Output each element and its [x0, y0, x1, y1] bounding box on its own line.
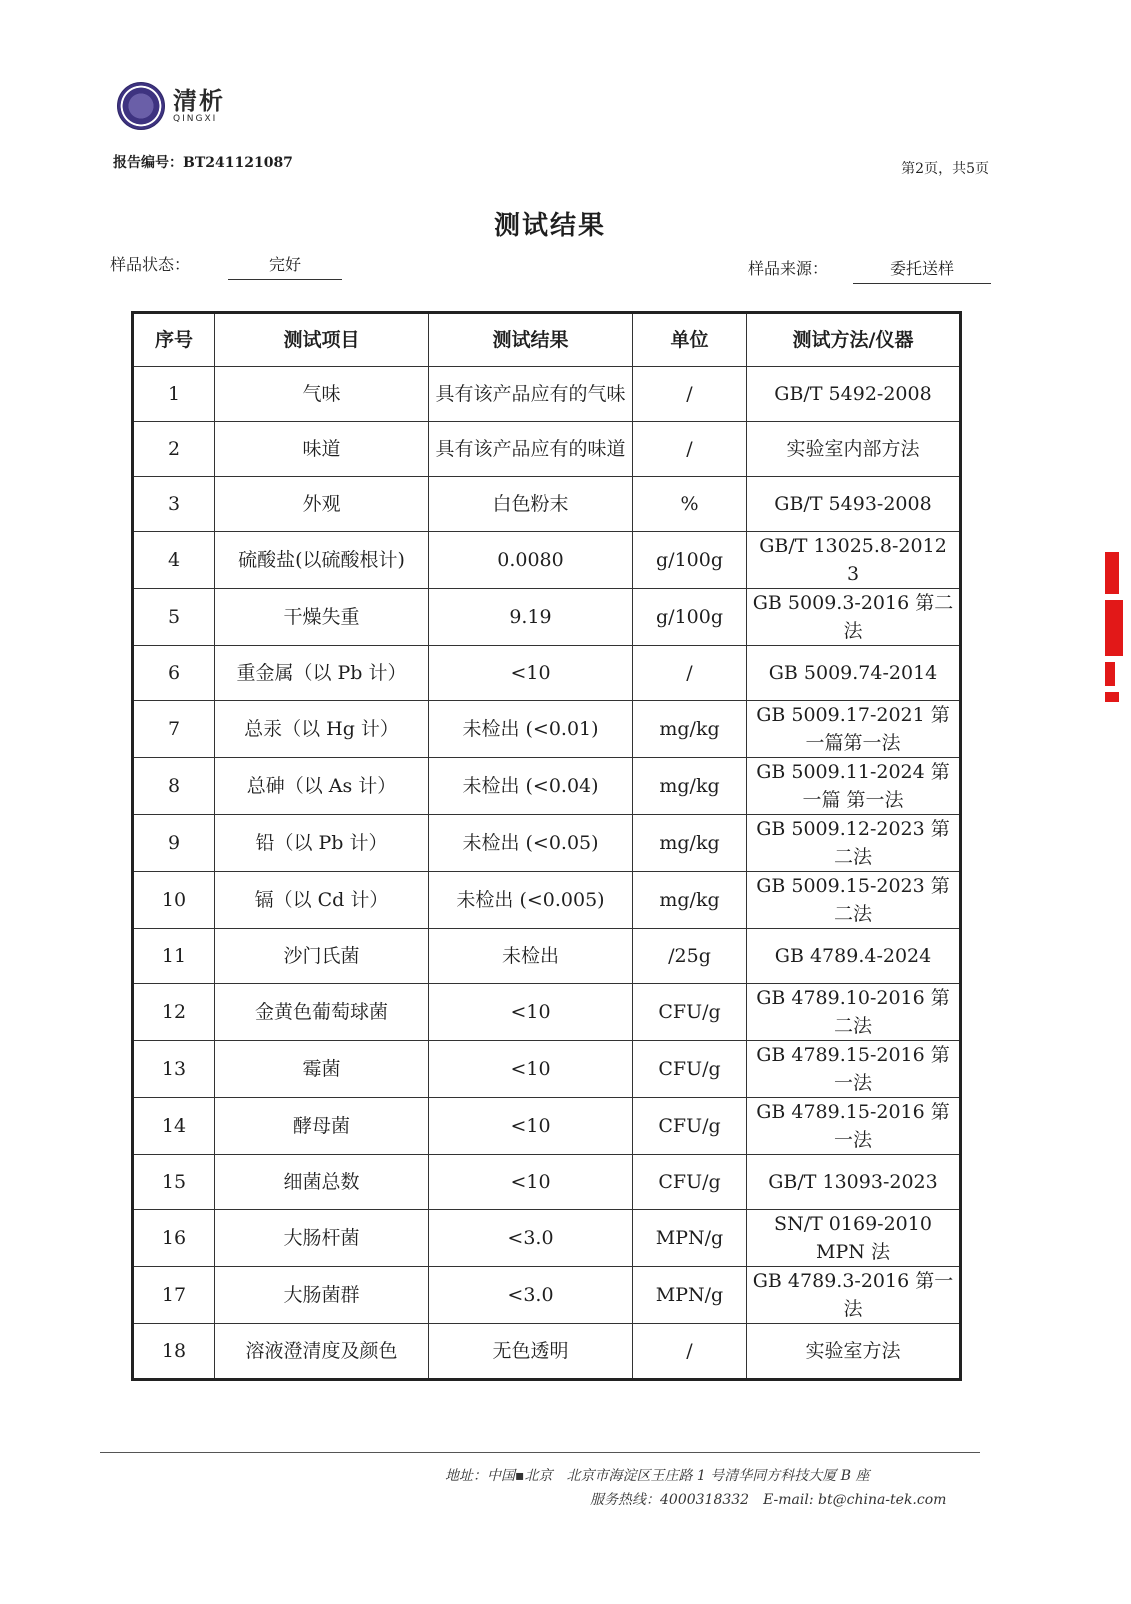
cell-test-item: 酵母菌	[215, 1098, 429, 1155]
cell-method: GB 5009.12-2023 第二法	[747, 815, 961, 872]
col-header-item: 测试项目	[215, 313, 429, 367]
table-row	[133, 1210, 961, 1267]
cell-method: 实验室内部方法	[747, 422, 961, 477]
cell-unit: MPN/g	[633, 1210, 747, 1267]
cell-index: 18	[133, 1324, 215, 1380]
table-row	[133, 1267, 961, 1324]
cell-unit: CFU/g	[633, 1155, 747, 1210]
cell-result: <10	[429, 1098, 633, 1155]
cell-index: 3	[133, 477, 215, 532]
cell-index: 17	[133, 1267, 215, 1324]
cell-result: <10	[429, 984, 633, 1041]
cell-result: 未检出 (<0.04)	[429, 758, 633, 815]
cell-test-item: 重金属（以 Pb 计）	[215, 646, 429, 701]
table-row	[133, 477, 961, 532]
cell-method: GB 5009.11-2024 第一篇 第一法	[747, 758, 961, 815]
cell-unit: g/100g	[633, 589, 747, 646]
cell-index: 9	[133, 815, 215, 872]
cell-index: 13	[133, 1041, 215, 1098]
cell-result: 未检出 (<0.01)	[429, 701, 633, 758]
cell-method: GB 4789.10-2016 第二法	[747, 984, 961, 1041]
cell-test-item: 细菌总数	[215, 1155, 429, 1210]
table-row	[133, 589, 961, 646]
table-row	[133, 1041, 961, 1098]
cell-result: 白色粉末	[429, 477, 633, 532]
cell-result: <3.0	[429, 1210, 633, 1267]
col-header-result: 测试结果	[429, 313, 633, 367]
cell-method: GB 5009.15-2023 第二法	[747, 872, 961, 929]
cell-test-item: 味道	[215, 422, 429, 477]
cell-result: 具有该产品应有的味道	[429, 422, 633, 477]
logo-english-name: QINGXI	[173, 113, 218, 124]
cell-result: 未检出	[429, 929, 633, 984]
cell-index: 5	[133, 589, 215, 646]
table-row	[133, 872, 961, 929]
sample-status-label: 样品状态：	[110, 255, 191, 274]
cell-test-item: 溶液澄清度及颜色	[215, 1324, 429, 1380]
logo-chinese-name: 清析	[173, 86, 225, 115]
cell-test-item: 大肠菌群	[215, 1267, 429, 1324]
report-number-label: 报告编号：	[113, 155, 183, 171]
cell-method: GB 4789.4-2024	[747, 929, 961, 984]
cell-result: <10	[429, 1041, 633, 1098]
footer-divider	[100, 1452, 980, 1453]
cell-test-item: 外观	[215, 477, 429, 532]
col-header-index: 序号	[133, 313, 215, 367]
cell-index: 8	[133, 758, 215, 815]
table-row	[133, 701, 961, 758]
cell-method: GB 4789.15-2016 第一法	[747, 1041, 961, 1098]
cell-result: 具有该产品应有的气味	[429, 367, 633, 422]
cell-index: 1	[133, 367, 215, 422]
table-row	[133, 984, 961, 1041]
cell-index: 2	[133, 422, 215, 477]
cell-result: <10	[429, 646, 633, 701]
cell-unit: /	[633, 1324, 747, 1380]
cell-index: 11	[133, 929, 215, 984]
cell-result: 0.0080	[429, 532, 633, 589]
footer-address: 地址：中国▪北京 北京市海淀区王庄路 1 号清华同方科技大厦 B 座	[445, 1468, 870, 1484]
cell-index: 4	[133, 532, 215, 589]
cell-method: 实验室方法	[747, 1324, 961, 1380]
cell-test-item: 大肠杆菌	[215, 1210, 429, 1267]
table-row	[133, 1098, 961, 1155]
cell-result: 无色透明	[429, 1324, 633, 1380]
cell-result: <10	[429, 1155, 633, 1210]
cell-test-item: 干燥失重	[215, 589, 429, 646]
cell-index: 16	[133, 1210, 215, 1267]
page-indicator: 第2页，共5页	[901, 161, 989, 177]
cell-unit: CFU/g	[633, 984, 747, 1041]
cell-index: 6	[133, 646, 215, 701]
seal-icon	[117, 82, 165, 130]
red-stamp-fragment	[1105, 552, 1125, 708]
cell-index: 10	[133, 872, 215, 929]
cell-method: GB/T 5492-2008	[747, 367, 961, 422]
report-number	[113, 152, 293, 172]
cell-unit: mg/kg	[633, 758, 747, 815]
cell-unit: CFU/g	[633, 1098, 747, 1155]
cell-unit: g/100g	[633, 532, 747, 589]
cell-test-item: 镉（以 Cd 计）	[215, 872, 429, 929]
cell-test-item: 总砷（以 As 计）	[215, 758, 429, 815]
cell-method: GB/T 5493-2008	[747, 477, 961, 532]
col-header-unit: 单位	[633, 313, 747, 367]
cell-unit: /	[633, 367, 747, 422]
table-row	[133, 367, 961, 422]
results-table	[131, 311, 962, 1381]
cell-index: 7	[133, 701, 215, 758]
cell-test-item: 沙门氏菌	[215, 929, 429, 984]
cell-test-item: 铅（以 Pb 计）	[215, 815, 429, 872]
cell-test-item: 气味	[215, 367, 429, 422]
table-row	[133, 422, 961, 477]
cell-result: 9.19	[429, 589, 633, 646]
cell-method: GB 4789.15-2016 第一法	[747, 1098, 961, 1155]
cell-unit: /	[633, 422, 747, 477]
cell-unit: MPN/g	[633, 1267, 747, 1324]
page-title: 测试结果	[493, 211, 606, 241]
cell-unit: /	[633, 646, 747, 701]
company-logo	[117, 82, 225, 130]
table-row	[133, 532, 961, 589]
cell-index: 12	[133, 984, 215, 1041]
cell-method: GB 5009.3-2016 第二法	[747, 589, 961, 646]
cell-method: GB/T 13093-2023	[747, 1155, 961, 1210]
cell-unit: /25g	[633, 929, 747, 984]
cell-result: <3.0	[429, 1267, 633, 1324]
cell-unit: mg/kg	[633, 872, 747, 929]
cell-method: GB 5009.17-2021 第一篇第一法	[747, 701, 961, 758]
cell-method: GB 4789.3-2016 第一法	[747, 1267, 961, 1324]
cell-unit: mg/kg	[633, 815, 747, 872]
sample-source-label: 样品来源：	[748, 259, 829, 278]
cell-index: 14	[133, 1098, 215, 1155]
table-row	[133, 1324, 961, 1380]
col-header-method: 测试方法/仪器	[747, 313, 961, 367]
table-row	[133, 758, 961, 815]
cell-method: SN/T 0169-2010 MPN 法	[747, 1210, 961, 1267]
cell-test-item: 硫酸盐(以硫酸根计)	[215, 532, 429, 589]
cell-method: GB/T 13025.8-2012 3	[747, 532, 961, 589]
cell-result: 未检出 (<0.05)	[429, 815, 633, 872]
cell-method: GB 5009.74-2014	[747, 646, 961, 701]
cell-unit: CFU/g	[633, 1041, 747, 1098]
table-row	[133, 646, 961, 701]
cell-test-item: 霉菌	[215, 1041, 429, 1098]
sample-source-value: 委托送样	[853, 256, 991, 284]
report-number-value: BT241121087	[183, 155, 293, 171]
table-header-row	[133, 313, 961, 367]
table-row	[133, 1155, 961, 1210]
cell-test-item: 金黄色葡萄球菌	[215, 984, 429, 1041]
cell-index: 15	[133, 1155, 215, 1210]
sample-status-value: 完好	[228, 252, 342, 280]
table-row	[133, 815, 961, 872]
table-row	[133, 929, 961, 984]
cell-test-item: 总汞（以 Hg 计）	[215, 701, 429, 758]
footer	[445, 1464, 946, 1512]
cell-unit: mg/kg	[633, 701, 747, 758]
cell-result: 未检出 (<0.005)	[429, 872, 633, 929]
cell-unit: %	[633, 477, 747, 532]
footer-contact: 服务热线：4000318332 E-mail: bt@china-tek.com	[590, 1492, 947, 1508]
